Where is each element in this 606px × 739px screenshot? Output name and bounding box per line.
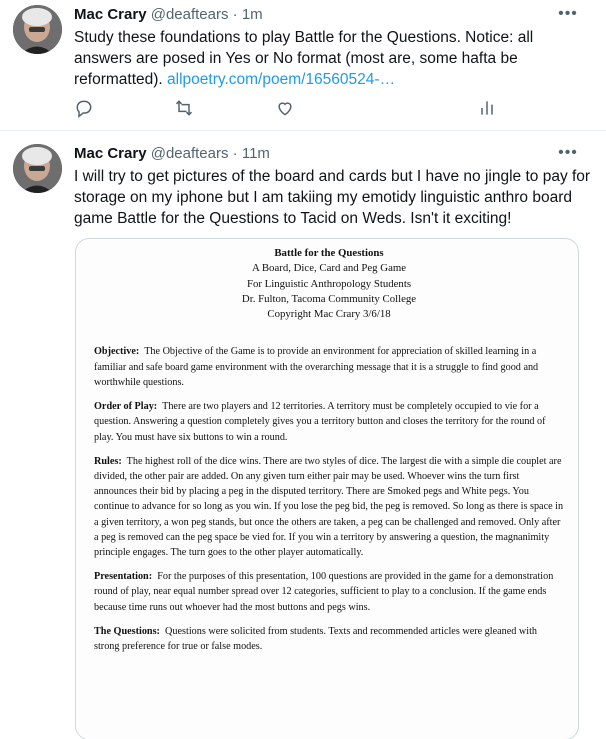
section-presentation	[94, 569, 564, 615]
timestamp[interactable]: 11m	[241, 145, 270, 162]
section-objective	[94, 344, 564, 390]
analytics-icon[interactable]	[477, 98, 499, 120]
attached-image[interactable]	[75, 238, 579, 739]
retweet-icon[interactable]	[174, 98, 196, 120]
tweet-text-content: Study these foundations to play Battle for the Questions. Notice: all answers are posed in Yes or No format (most are, some hafta be reformatted).	[74, 29, 534, 88]
section-heading: Rules:	[94, 455, 122, 467]
section-order-of-play	[94, 399, 564, 445]
author-handle[interactable]: @deaftears	[150, 145, 229, 162]
section-text: The highest roll of the dice wins. There are two styles of dice. The largest die with a simple die couplet are divided, the other pair are added. On any given turn either pair may be used. Whoever wins the turn first announces their bid by placing a peg in the disputed territory. There are Smoked pegs and White pegs. You continue to advance for so long as you win. If you lose the peg bid, the peg is removed. So long as there is space in a given territory, a won peg stands, but once the others are taken, a peg can be challenged and removed. Only after a peg is removed can the peg space be vied for. If you win a territory by answering a question, the magnanimity principle engages. The turn goes to the other player automatically.	[94, 455, 564, 558]
document-audience: For Linguistic Anthropology Students	[246, 277, 412, 290]
section-text: The Objective of the Game is to provide an environment for appreciation of skilled learning in a familiar and safe board game environment with the overarching message that it is a struggle to find good and worthwhile questions.	[94, 346, 539, 388]
tweet[interactable]	[0, 0, 606, 131]
avatar[interactable]	[13, 5, 62, 54]
avatar[interactable]	[13, 144, 62, 193]
tweet[interactable]	[0, 132, 606, 739]
section-heading: The Questions:	[94, 625, 160, 637]
section-text: Questions were solicited from students. Texts and recommended articles were gleaned with strong preference for true or false modes.	[94, 625, 538, 652]
section-questions	[94, 624, 564, 654]
separator: ·	[232, 145, 238, 162]
section-heading: Objective:	[94, 346, 140, 358]
reply-icon[interactable]	[74, 98, 96, 120]
section-heading: Order of Play:	[94, 401, 158, 413]
document-copyright: Copyright Mac Crary 3/6/18	[267, 308, 391, 321]
document-header	[94, 246, 564, 322]
section-text: For the purposes of this presentation, 100 questions are provided in the game for a demonstration round of play, near equal number spread over 12 categories, sufficient to play to a conclusion. If the game ends because time runs out whoever had the most buttons and pegs wins.	[94, 571, 554, 613]
document-subtitle: A Board, Dice, Card and Peg Game	[251, 262, 407, 275]
tweet-text	[74, 27, 594, 90]
section-text: There are two players and 12 territories. A territory must be completely occupied to vie for a question. Answering a question completely gives you a territory button and closes the territory for the round of play. You must have six buttons to win a round.	[94, 401, 546, 443]
author-name[interactable]: Mac Crary	[74, 145, 147, 162]
separator: ·	[232, 6, 238, 23]
section-rules	[94, 454, 564, 560]
document-author-line: Dr. Fulton, Tacoma Community College	[241, 292, 417, 305]
author-name[interactable]: Mac Crary	[74, 6, 147, 23]
tweet-link[interactable]: allpoetry.com/poem/16560524-…	[167, 71, 396, 88]
tweet-text: I will try to get pictures of the board and cards but I have no jingle to pay for storage on my iphone but I am takiing my emotidy linguistic anthro board game Battle for the Questions to Tacid on Weds. Isn't it exciting!	[74, 168, 591, 227]
more-horizontal-icon[interactable]: •••	[558, 144, 578, 161]
tweet-header	[74, 5, 263, 25]
section-heading: Presentation:	[94, 571, 153, 583]
timestamp[interactable]: 1m	[241, 6, 263, 23]
more-horizontal-icon[interactable]: •••	[558, 5, 578, 22]
action-bar	[74, 98, 534, 120]
document-title: Battle for the Questions	[274, 247, 384, 259]
document-page	[94, 246, 564, 663]
author-handle[interactable]: @deaftears	[150, 6, 229, 23]
like-icon[interactable]	[275, 98, 297, 120]
tweet-header	[74, 144, 270, 164]
